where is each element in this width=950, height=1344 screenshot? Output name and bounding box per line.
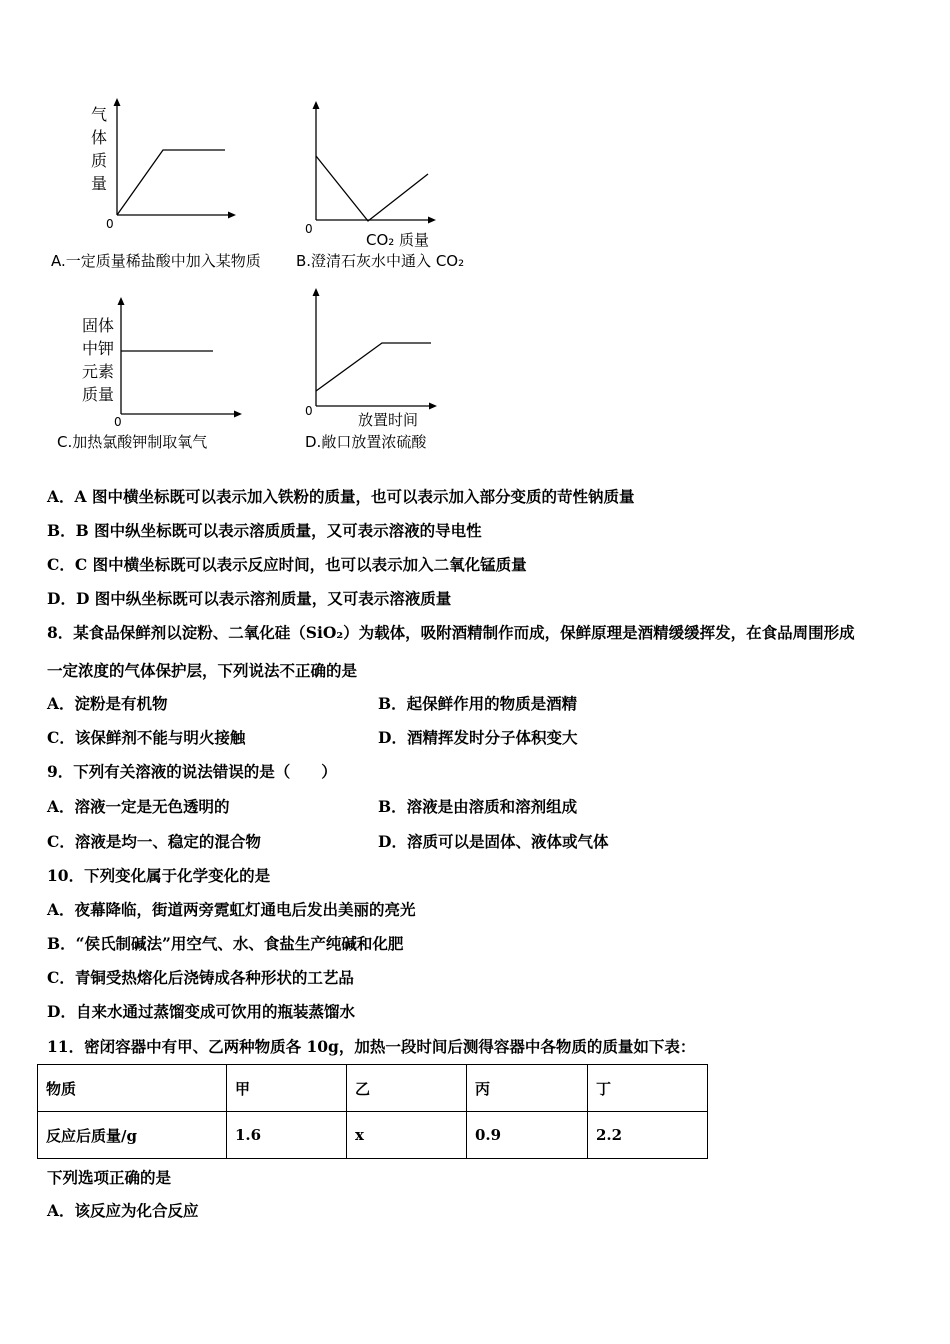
graph-c-caption: C.加热氯酸钾制取氧气: [57, 433, 208, 451]
table-cell: 反应后质量/g: [38, 1112, 227, 1159]
graph-b: [300, 98, 445, 228]
table-cell: 乙: [347, 1065, 467, 1112]
graph-d-xlabel: 放置时间: [358, 411, 419, 429]
graph-a-caption: A.一定质量稀盐酸中加入某物质: [51, 252, 261, 270]
graph-d: [300, 285, 445, 415]
q9-stem: 9．下列有关溶液的说法错误的是（ ）: [47, 762, 337, 781]
q10-option-d: D．自来水通过蒸馏变成可饮用的瓶装蒸馏水: [47, 1002, 355, 1021]
graph-d-origin: 0: [305, 404, 313, 418]
q9-option-a: A．溶液一定是无色透明的: [47, 797, 230, 816]
graph-a-origin: 0: [106, 217, 114, 231]
table-row: [38, 1112, 708, 1159]
q10-option-c: C．青铜受热熔化后浇铸成各种形状的工艺品: [47, 968, 354, 987]
q10-option-a: A．夜幕降临，街道两旁霓虹灯通电后发出美丽的亮光: [47, 900, 416, 919]
graph-d-caption: D.敞口放置浓硫酸: [305, 433, 427, 451]
graph-b-xlabel: CO₂ 质量: [366, 231, 430, 249]
graph-a-ylabel: 气 体 质 量: [90, 105, 107, 193]
graph-b-caption: B.澄清石灰水中通入 CO₂: [296, 252, 465, 270]
q9-option-c: C．溶液是均一、稳定的混合物: [47, 832, 261, 851]
q7-option-a: A．A 图中横坐标既可以表示加入铁粉的质量，也可以表示加入部分变质的苛性钠质量: [47, 487, 635, 506]
table-cell: 2.2: [588, 1112, 708, 1159]
q8-option-b: B．起保鲜作用的物质是酒精: [378, 694, 578, 713]
graph-d-curve: [316, 343, 431, 391]
table-cell: 丁: [588, 1065, 708, 1112]
graph-a: [100, 95, 245, 225]
table-cell: 丙: [467, 1065, 588, 1112]
q8-option-c: C．该保鲜剂不能与明火接触: [47, 728, 246, 747]
q8-option-a: A．淀粉是有机物: [47, 694, 168, 713]
table-cell: 0.9: [467, 1112, 588, 1159]
q8-option-d: D．酒精挥发时分子体积变大: [378, 728, 578, 747]
graph-c-ylabel: 固体 中钾 元素 质量: [81, 316, 114, 404]
graph-a-curve: [117, 150, 225, 215]
table-cell: x: [347, 1112, 467, 1159]
graph-c-origin: 0: [114, 415, 122, 429]
table-cell: 甲: [227, 1065, 347, 1112]
q11-prompt: 下列选项正确的是: [47, 1168, 172, 1187]
q11-stem: 11．密闭容器中有甲、乙两种物质各 10g，加热一段时间后测得容器中各物质的质量如下表：: [47, 1037, 696, 1056]
graph-b-curve: [316, 156, 428, 221]
table-header-row: [38, 1065, 708, 1112]
q10-stem: 10．下列变化属于化学变化的是: [47, 866, 271, 885]
graph-b-origin: 0: [305, 222, 313, 236]
q7-option-c: C．C 图中横坐标既可以表示反应时间，也可以表示加入二氧化锰质量: [47, 555, 527, 574]
table-cell: 1.6: [227, 1112, 347, 1159]
table-cell: 物质: [38, 1065, 227, 1112]
q8-stem-line2: 一定浓度的气体保护层，下列说法不正确的是: [47, 661, 358, 680]
q7-option-b: B．B 图中纵坐标既可以表示溶质质量，又可表示溶液的导电性: [47, 521, 482, 540]
q8-stem-line1: 8．某食品保鲜剂以淀粉、二氧化硅（SiO₂）为载体，吸附酒精制作而成，保鲜原理是酒精缓缓挥发，在食品周围形成: [47, 623, 855, 642]
q11-mass-table: [37, 1064, 708, 1159]
graph-c: [110, 293, 255, 423]
q9-option-d: D．溶质可以是固体、液体或气体: [378, 832, 609, 851]
q10-option-b: B．“侯氏制碱法”用空气、水、食盐生产纯碱和化肥: [47, 934, 404, 953]
q7-option-d: D．D 图中纵坐标既可以表示溶剂质量，又可表示溶液质量: [47, 589, 452, 608]
q9-option-b: B．溶液是由溶质和溶剂组成: [378, 797, 578, 816]
q11-option-a: A．该反应为化合反应: [47, 1201, 199, 1220]
